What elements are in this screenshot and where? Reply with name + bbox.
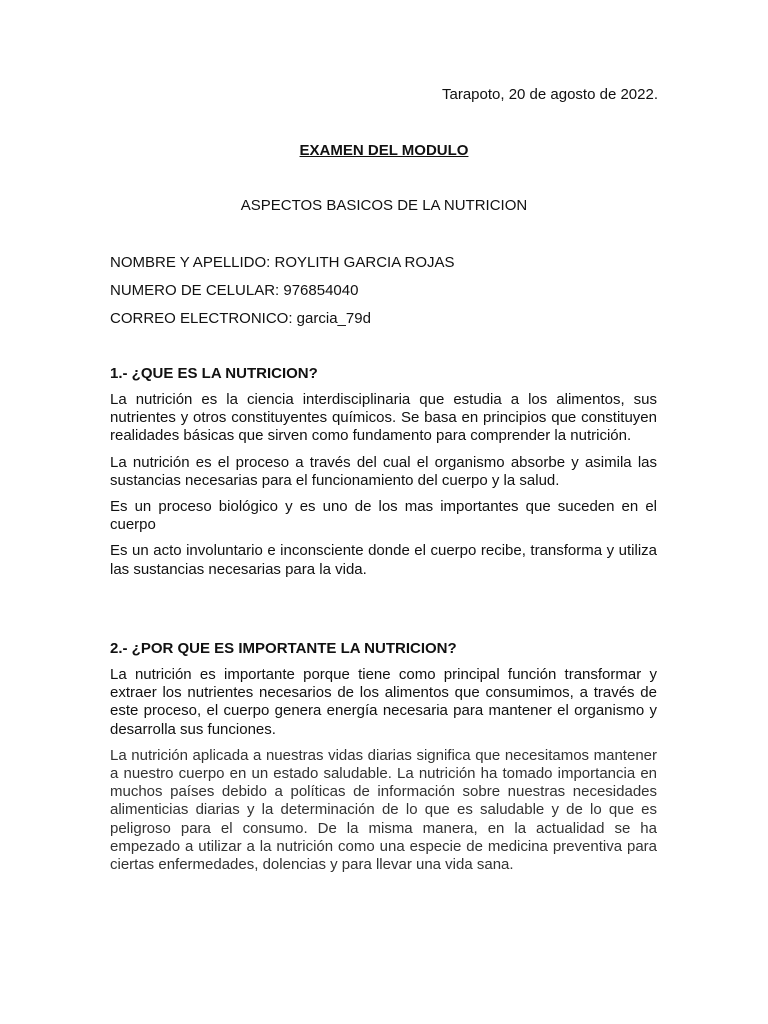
question-1-paragraph-1: La nutrición es la ciencia interdisciplinaria que estudia a los alimentos, sus nutrientes y otros constituyentes químicos. Se basa en principios que constituyen realidades básicas que sirven como fundamento para comprender la nutrición.	[110, 391, 657, 445]
question-1-paragraph-2: La nutrición es el proceso a través del cual el organismo absorbe y asimila las sustancias necesarias para el funcionamiento del cuerpo y la salud.	[110, 453, 657, 489]
student-name: NOMBRE Y APELLIDO: ROYLITH GARCIA ROJAS	[110, 254, 455, 271]
question-1-section	[110, 364, 657, 587]
document-date: Tarapoto, 20 de agosto de 2022.	[441, 86, 658, 103]
question-2-paragraph-2: La nutrición aplicada a nuestras vidas diarias significa que necesitamos mantener a nuestro cuerpo en un estado saludable. La nutrición ha tomado importancia en muchos países debido a políticas de información sobre nuestras necesidades alimenticias diarias y la determinación de lo que es saludable y de lo que es peligroso para el consumo. De la misma manera, en la actualidad se ha empezado a utilizar a la nutrición como una especie de medicina preventiva para ciertas enfermedades, dolencias y para llevar una vida sana.	[110, 746, 657, 874]
question-2-heading: 2.- ¿POR QUE ES IMPORTANTE LA NUTRICION?	[110, 640, 457, 657]
exam-title: EXAMEN DEL MODULO	[299, 142, 469, 159]
student-email: CORREO ELECTRONICO: garcia_79d	[110, 310, 371, 327]
student-phone: NUMERO DE CELULAR: 976854040	[110, 282, 359, 299]
question-1-heading: 1.- ¿QUE ES LA NUTRICION?	[110, 365, 318, 382]
question-1-paragraph-3: Es un proceso biológico y es uno de los mas importantes que suceden en el cuerpo	[110, 498, 657, 534]
exam-subject: ASPECTOS BASICOS DE LA NUTRICION	[240, 197, 528, 214]
question-1-paragraph-4: Es un acto involuntario e inconsciente donde el cuerpo recibe, transforma y utiliza las sustancias necesarias para la vida.	[110, 542, 657, 578]
question-2-paragraph-1: La nutrición es importante porque tiene como principal función transformar y extraer los nutrientes necesarios de los alimentos que consumimos, a través de este proceso, el cuerpo genera energía necesaria para mantener el organismo y desarrolla sus funciones.	[110, 666, 657, 738]
question-2-section	[110, 639, 657, 882]
